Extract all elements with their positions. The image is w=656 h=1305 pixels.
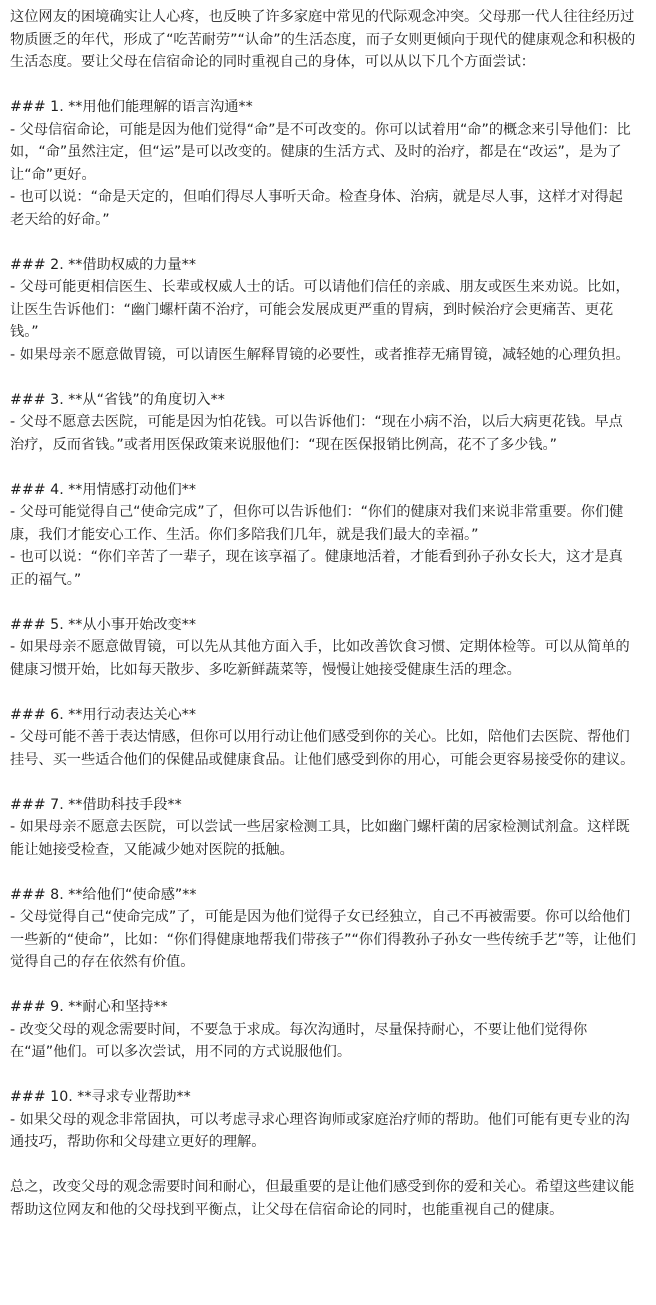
section-heading: ### 5. **从小事开始改变**: [10, 616, 196, 633]
bullet-item: - 如果父母的观念非常固执，可以考虑寻求心理咨询师或家庭治疗师的帮助。他们可能有更专业的沟通技巧，帮助你和父母建立更好的理解。: [10, 1111, 630, 1150]
section-heading: ### 6. **用行动表达关心**: [10, 706, 196, 723]
spacer: [10, 456, 636, 479]
spacer: [10, 861, 636, 884]
section-heading: ### 7. **借助科技手段**: [10, 796, 182, 813]
bullet-item: - 父母可能觉得自己“使命完成”了，但你可以告诉他们：“你们的健康对我们来说非常重要。你们健康，我们才能安心工作、生活。你们多陪我们几年，就是我们最大的幸福。”: [10, 504, 624, 543]
spacer: [10, 366, 636, 389]
bullet-item: - 如果母亲不愿意做胃镜，可以请医生解释胃镜的必要性，或者推荐无痛胃镜，减轻她的心理负担。: [10, 346, 630, 363]
bullet-item: - 如果母亲不愿意做胃镜，可以先从其他方面入手，比如改善饮食习惯、定期体检等。可以从简单的健康习惯开始，比如每天散步、多吃新鲜蔬菜等，慢慢让她接受健康生活的理念。: [10, 639, 630, 678]
spacer: [10, 974, 636, 997]
section-2: [10, 254, 636, 367]
bullet-item: - 也可以说：“命是天定的，但咱们得尽人事听天命。检查身体、治病，就是尽人事，这样才对得起老天给的好命。”: [10, 189, 623, 228]
section-7: [10, 794, 636, 862]
section-heading: ### 1. **用他们能理解的语言沟通**: [10, 99, 253, 115]
section-heading: ### 3. **从“省钱”的角度切入**: [10, 391, 225, 408]
conclusion-paragraph: 总之，改变父母的观念需要时间和耐心，但最重要的是让他们感受到你的爱和关心。希望这些建议能帮助这位网友和他的父母找到平衡点，让父母在信宿命论的同时，也能重视自己的健康。: [10, 1179, 635, 1218]
spacer: [10, 1064, 636, 1087]
spacer: [10, 771, 636, 794]
bullet-item: - 也可以说：“你们辛苦了一辈子，现在该享福了。健康地活着，才能看到孙子孙女长大，这才是真正的福气。”: [10, 549, 623, 588]
intro-paragraph: 这位网友的困境确实让人心疼，也反映了许多家庭中常见的代际观念冲突。父母那一代人往往经历过物质匮乏的年代，形成了“吃苦耐劳”“认命”的生活态度，而子女则更倾向于现代的健康观念和积极的生活态度。要让父母在信宿命论的同时重视自己的身体，可以从以下几个方面尝试：: [10, 9, 636, 70]
bullet-item: - 如果母亲不愿意去医院，可以尝试一些居家检测工具，比如幽门螺杆菌的居家检测试剂盒。这样既能让她接受检查，又能减少她对医院的抵触。: [10, 819, 630, 858]
section-heading: ### 10. **寻求专业帮助**: [10, 1089, 191, 1105]
section-heading: ### 8. **给他们“使命感”**: [10, 886, 197, 903]
section-9: [10, 996, 636, 1064]
section-heading: ### 2. **借助权威的力量**: [10, 256, 196, 273]
spacer: [10, 1154, 636, 1177]
section-5: [10, 614, 636, 682]
section-8: [10, 884, 636, 974]
section-10: [10, 1086, 636, 1154]
spacer: [10, 681, 636, 704]
bullet-item: - 父母不愿意去医院，可能是因为怕花钱。可以告诉他们：“现在小病不治，以后大病更花钱。早点治疗，反而省钱。”或者用医保政策来说服他们：“现在医保报销比例高，花不了多少钱。”: [10, 414, 623, 453]
spacer: [10, 74, 636, 97]
section-1: [10, 96, 636, 231]
section-6: [10, 704, 636, 772]
section-heading: ### 9. **耐心和坚持**: [10, 999, 168, 1015]
bullet-item: - 父母可能更相信医生、长辈或权威人士的话。可以请他们信任的亲戚、朋友或医生来劝说。比如，让医生告诉他们：“幽门螺杆菌不治疗，可能会发展成更严重的胃病，到时候治疗会更痛苦、更花钱。”: [10, 279, 630, 340]
section-4: [10, 479, 636, 592]
bullet-item: - 父母觉得自己“使命完成”了，可能是因为他们觉得子女已经独立，自己不再被需要。你可以给他们一些新的“使命”，比如：“你们得健康地帮我们带孩子”“你们得教孙子孙女一些传统手艺”等，让他们觉得自己的存在依然有价值。: [10, 909, 636, 970]
bullet-item: - 父母可能不善于表达情感，但你可以用行动让他们感受到你的关心。比如，陪他们去医院、帮他们挂号、买一些适合他们的保健品或健康食品。让他们感受到你的用心，可能会更容易接受你的建议。: [10, 729, 635, 768]
spacer: [10, 591, 636, 614]
section-heading: ### 4. **用情感打动他们**: [10, 481, 196, 498]
section-3: [10, 389, 636, 457]
bullet-item: - 父母信宿命论，可能是因为他们觉得“命”是不可改变的。你可以试着用“命”的概念来引导他们：比如，“命”虽然注定，但“运”是可以改变的。健康的生活方式、及时的治疗，都是在“改运”，是为了让“命”更好。: [10, 121, 631, 183]
bullet-item: - 改变父母的观念需要时间，不要急于求成。每次沟通时，尽量保持耐心，不要让他们觉得你在“逼”他们。可以多次尝试，用不同的方式说服他们。: [10, 1021, 588, 1060]
spacer: [10, 231, 636, 254]
